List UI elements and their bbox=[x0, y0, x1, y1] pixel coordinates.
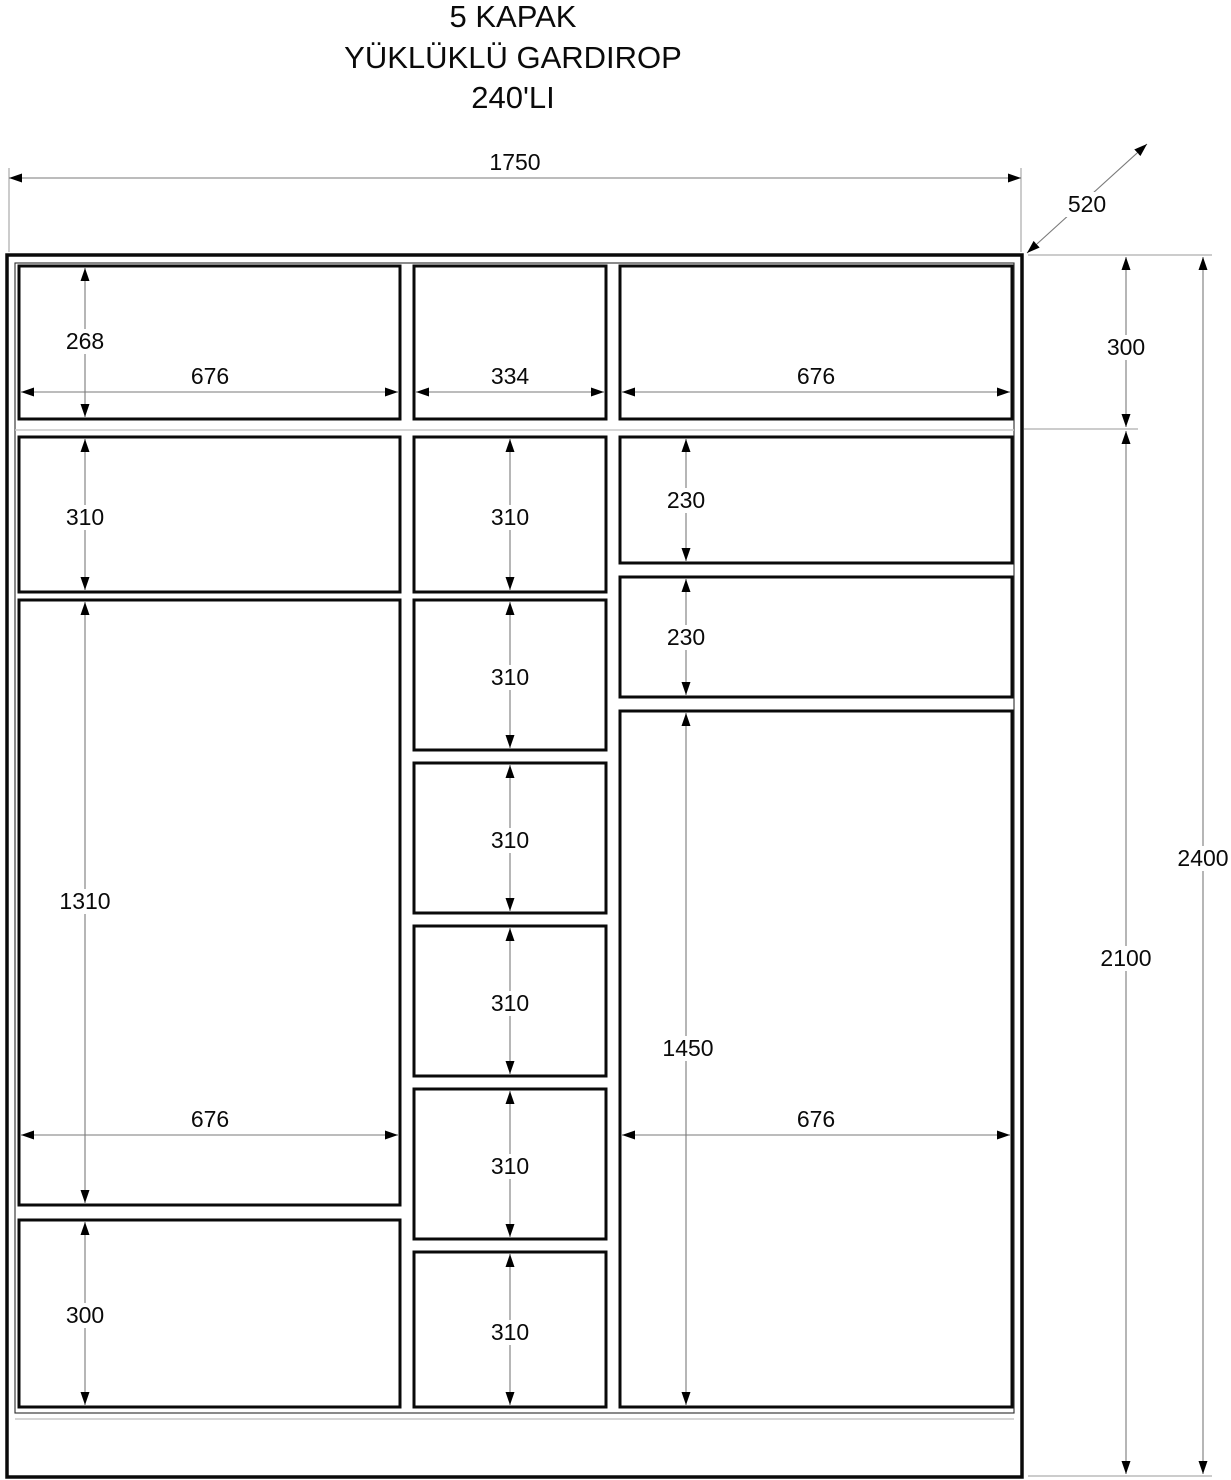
dim-label-right-tall-height: 1450 bbox=[662, 1035, 714, 1061]
dim-label-total-height: 2400 bbox=[1177, 845, 1229, 871]
drawing-title bbox=[344, 0, 682, 115]
dim-label-middle-shelf-4: 310 bbox=[490, 990, 530, 1016]
dim-label-top-section-height: 300 bbox=[1106, 334, 1146, 360]
dim-label-middle-shelf-5: 310 bbox=[490, 1153, 530, 1179]
dim-label-top-left-width: 676 bbox=[190, 363, 230, 389]
dim-label-body-height: 2100 bbox=[1100, 945, 1152, 971]
dim-label-left-tall-width: 676 bbox=[190, 1106, 230, 1132]
dim-label-right-drawer-2: 230 bbox=[666, 624, 706, 650]
title-line-1: 5 KAPAK bbox=[449, 0, 577, 34]
compartment-top-middle bbox=[414, 266, 606, 419]
dim-label-top-middle-width: 334 bbox=[490, 363, 530, 389]
wardrobe-body bbox=[7, 255, 1022, 1477]
dim-label-overall-width: 1750 bbox=[489, 149, 541, 175]
dim-label-middle-shelf-6: 310 bbox=[490, 1319, 530, 1345]
dim-label-top-right-width: 676 bbox=[796, 363, 836, 389]
dim-label-right-drawer-1: 230 bbox=[666, 487, 706, 513]
dim-label-depth: 520 bbox=[1067, 191, 1107, 217]
dim-label-middle-shelf-1: 310 bbox=[490, 504, 530, 530]
dim-label-left-tall-height: 1310 bbox=[59, 888, 111, 914]
dim-label-top-left-height: 268 bbox=[65, 328, 105, 354]
dim-label-right-tall-width: 676 bbox=[796, 1106, 836, 1132]
dim-label-left-drawer-height: 300 bbox=[65, 1302, 105, 1328]
title-line-2: YÜKLÜKLÜ GARDIROP bbox=[344, 40, 682, 75]
title-line-3: 240'LI bbox=[471, 80, 555, 115]
dim-label-left-shelf-height: 310 bbox=[65, 504, 105, 530]
dim-label-middle-shelf-3: 310 bbox=[490, 827, 530, 853]
dim-label-middle-shelf-2: 310 bbox=[490, 664, 530, 690]
compartment-top-right bbox=[620, 266, 1012, 419]
